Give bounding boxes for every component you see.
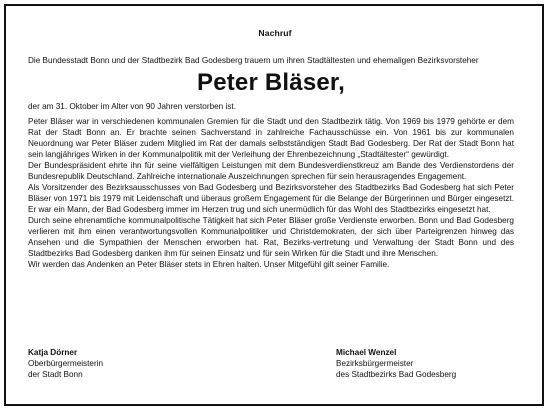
- signatory-name: Michael Wenzel: [336, 348, 397, 357]
- signatory-title: Bezirksbürgermeister: [336, 359, 414, 368]
- paragraph-career: Peter Bläser war in verschiedenen kommunalen Gremien für die Stadt und den Stadtbezirk tätig. Von 1969 bis 1979 gehörte er dem Rat der Stadt Bonn an. Er brachte seinen Sachverstand in zahlreiche Fachausschüsse ein. Von 1961 bis zur kommunalen Neuordnung war Peter Bläser zudem Mitglied im Rat der damals selbstständigen Stadt Bad Godesberg. Der Rat der Stadt Bonn hat sein langjähriges Wirken in der Kommunalpolitik mit der Verleihung der Ehrenbezeichnung „Stadtältester“ gewürdigt.: [28, 117, 514, 159]
- death-line: der am 31. Oktober im Alter von 90 Jahren verstorben ist.: [28, 102, 236, 111]
- signatory-name: Katja Dörner: [28, 348, 78, 357]
- paragraph-closing: Wir werden das Andenken an Peter Bläser stets in Ehren halten. Unser Mitgefühl gilt seiner Familie.: [28, 260, 390, 269]
- paragraph-honors: Der Bundespräsident ehrte ihn für seine vielfältigen Leistungen mit dem Bundesverdienstkreuz am Bande des Verdienstordens der Bundesrepublik Deutschland. Zahlreiche internationale Auszeichnungen sprechen für sein herausragendes Engagement.: [28, 161, 514, 181]
- obituary-heading: Nachruf: [258, 28, 292, 38]
- paragraph-district: Als Vorsitzender des Bezirksausschusses von Bad Godesberg und Bezirksvorsteher des Stadtbezirks Bad Godesberg hat sich Peter Bläser von 1971 bis 1979 mit Leidenschaft und überaus großem Engagement für die Belange der Bürgerinnen und Bürger eingesetzt. Er war ein Mann, der Bad Godesberg immer im Herzen trug und sich unermüdlich für das Wohl des Stadtbezirks eingesetzt hat.: [28, 183, 514, 214]
- signatory-org: des Stadtbezirks Bad Godesberg: [336, 370, 457, 379]
- signature-left: [28, 347, 103, 380]
- intro-text: Die Bundesstadt Bonn und der Stadtbezirk Bad Godesberg trauern um ihren Stadtältesten und ehemaligen Bezirksvorsteher: [28, 56, 479, 65]
- obituary-body: [28, 55, 514, 270]
- signatory-title: Oberbürgermeisterin: [28, 359, 104, 368]
- signatory-org: der Stadt Bonn: [28, 370, 83, 379]
- paragraph-merits: Durch seine ehrenamtliche kommunalpolitische Tätigkeit hat sich Peter Bläser große Verdienste erworben. Bonn und Bad Godesberg verlieren mit ihm einen verantwortungsvollen Kommunalpolitiker und Christdemokraten, der sich über Parteigrenzen hinweg das Ansehen und die Sympathien der Menschen erworben hat. Rat, Bezirks-vertretung und Verwaltung der Stadt Bonn und des Stadtbezirks Bad Godesberg danken ihm für seinen Einsatz und für sein Wirken für die Stadt und ihre Menschen.: [28, 216, 514, 258]
- deceased-name: Peter Bläser,: [196, 69, 346, 96]
- signature-right: [336, 347, 456, 380]
